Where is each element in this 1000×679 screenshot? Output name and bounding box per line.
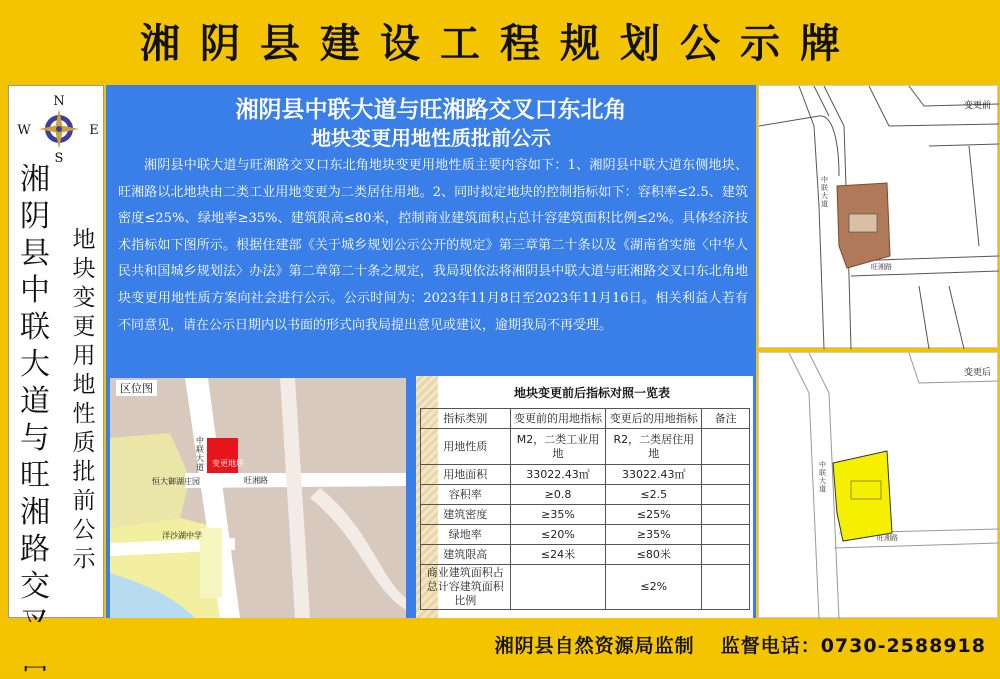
table-cell: 容积率 — [421, 485, 511, 505]
top-banner — [0, 0, 1000, 80]
road-label-zhonglian: 中联大道 — [819, 461, 826, 493]
table-cell: 33022.43㎡ — [606, 465, 702, 485]
place-label-hengda: 恒大御湖庄园 — [152, 477, 200, 486]
table-cell — [510, 565, 606, 610]
compass-n: N — [53, 94, 65, 109]
vertical-title-small: 地块变更用地性质批前公示 — [72, 227, 96, 572]
place-label-school: 洋沙湖中学 — [162, 531, 202, 540]
table-cell: M2，二类工业用地 — [510, 429, 606, 465]
table-header-row — [421, 409, 750, 429]
table-row — [421, 525, 750, 545]
compass-w: W — [17, 123, 31, 138]
table-cell: ≥35% — [510, 505, 606, 525]
table-cell: ≤2.5 — [606, 485, 702, 505]
table-cell: 用地性质 — [421, 429, 511, 465]
table-row — [421, 429, 750, 465]
table-row — [421, 565, 750, 610]
table-cell — [702, 465, 750, 485]
table-cell: ≥35% — [606, 525, 702, 545]
table-cell — [702, 545, 750, 565]
table-cell: 绿地率 — [421, 525, 511, 545]
table-cell: 33022.43㎡ — [510, 465, 606, 485]
table-header: 备注 — [702, 409, 750, 429]
notice-body: 湘阴县中联大道与旺湘路交叉口东北角地块变更用地性质主要内容如下：1、湘阴县中联大道东侧地块、旺湘路以北地块由二类工业用地变更为二类居住用地。2、同时拟定地块的控制指标如下：容积率≤2.5、建筑密度≤25%、绿地率≥35%、建筑限高≤80米，控制商业建筑面积占总计容建筑面积比例≤2%。具体经济技术指标如下图所示。根据住建部《关于城乡规划公示公开的规定》第三章第二十条以及《湖南省实施〈中华人民共和国城乡规划法〉办法》第二章第二十条之规定，我局现依法将湘阴县中联大道与旺湘路交叉口东北角地块变更用地性质方案向社会进行公示。公示时间为：2023年11月8日至2023年11月16日。相关利益人若有不同意见，请在公示日期内以书面的形式向我局提出意见或建议，逾期我局不再受理。 — [118, 158, 748, 333]
table-cell — [702, 505, 750, 525]
table-cell: 建筑限高 — [421, 545, 511, 565]
table-cell: 建筑密度 — [421, 505, 511, 525]
table-cell: 商业建筑面积占总计容建筑面积比例 — [421, 565, 511, 610]
left-panel — [8, 85, 104, 618]
table-cell: ≤80米 — [606, 545, 702, 565]
table-cell: ≤24米 — [510, 545, 606, 565]
bottom-banner — [0, 622, 1000, 666]
location-map-label: 区位图 — [116, 380, 157, 396]
table-cell: 用地面积 — [421, 465, 511, 485]
site-info-box — [849, 214, 877, 232]
table-cell — [702, 429, 750, 465]
table-cell: ≥0.8 — [510, 485, 606, 505]
table-row — [421, 465, 750, 485]
map-after-label: 变更后 — [963, 368, 991, 378]
road-label-zhonglian: 中联大道 — [821, 176, 828, 208]
location-map — [110, 378, 406, 618]
hotline-text: 监督电话：0730-2588918 — [720, 634, 986, 657]
table-row — [421, 505, 750, 525]
comparison-table-card — [416, 376, 753, 618]
table-header: 指标类别 — [421, 409, 511, 429]
compass-e: E — [89, 123, 99, 138]
map-before-label: 变更前 — [963, 101, 991, 111]
table-cell: ≤2% — [606, 565, 702, 610]
table-cell — [702, 525, 750, 545]
table-header: 变更后的用地指标 — [606, 409, 702, 429]
road-label-wangxiang: 旺湘路 — [871, 263, 892, 271]
table-row — [421, 485, 750, 505]
location-map-graphic — [110, 378, 406, 618]
road-label-wangxiang: 旺湘路 — [244, 476, 268, 485]
site-info-box — [851, 481, 881, 499]
school-parcel — [200, 528, 222, 598]
map-after — [758, 352, 998, 618]
table-cell: ≤20% — [510, 525, 606, 545]
table-title: 地块变更前后指标对照一览表 — [513, 386, 670, 400]
table-header: 变更前的用地指标 — [510, 409, 606, 429]
notice-title: 湘阴县中联大道与旺湘路交叉口东北角 — [235, 97, 627, 123]
site-label: 变更地块 — [212, 459, 244, 468]
table-cell: ≤25% — [606, 505, 702, 525]
table-cell — [702, 565, 750, 610]
notice-subtitle: 地块变更用地性质批前公示 — [311, 126, 551, 150]
map-before-graphic — [759, 86, 999, 349]
supervisor-text: 湘阴县自然资源局监制 — [494, 634, 695, 657]
vertical-title-large: 湘阴县中联大道与旺湘路交 — [20, 162, 50, 604]
map-before — [758, 85, 998, 348]
comparison-table — [420, 408, 750, 610]
board-title: 湘阴县建设工程规划公示牌 — [140, 20, 860, 67]
compass-s: S — [54, 151, 64, 166]
table-cell: R2，二类居住用地 — [606, 429, 702, 465]
map-after-graphic — [759, 353, 999, 619]
road-label-wangxiang: 旺湘路 — [877, 534, 898, 542]
compass-icon — [19, 92, 99, 166]
table-row — [421, 545, 750, 565]
road-label-zhonglian: 中联大道 — [196, 436, 204, 472]
table-cell — [702, 485, 750, 505]
